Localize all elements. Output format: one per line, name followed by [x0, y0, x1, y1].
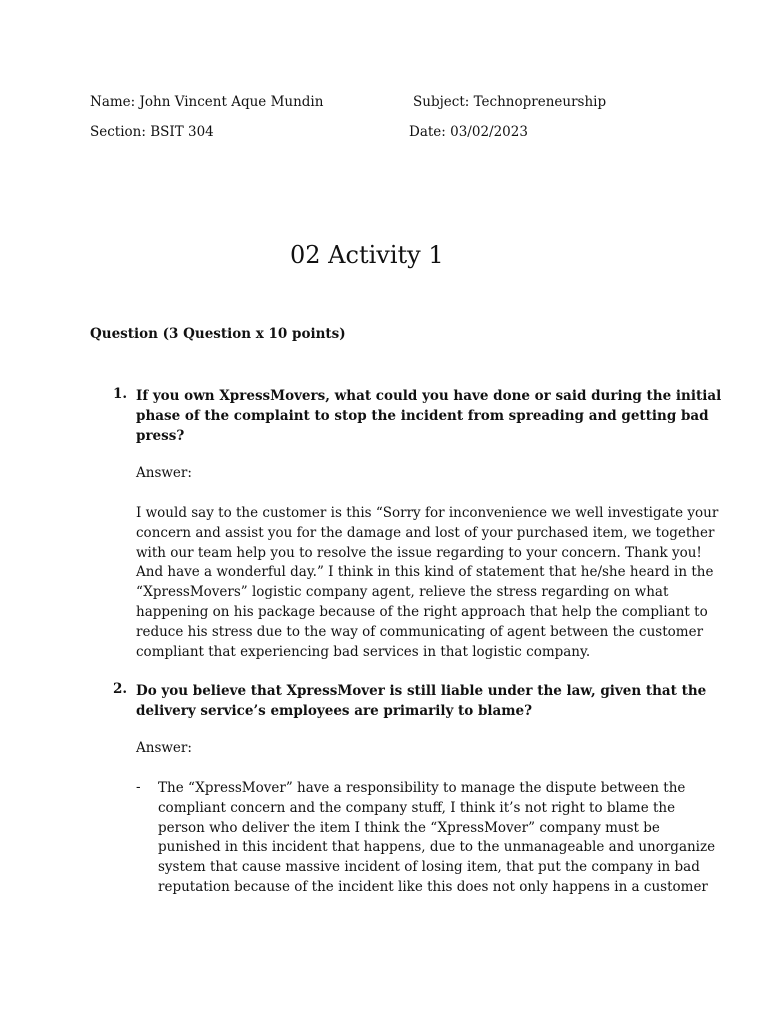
bullet-line: reputation because of the incident like this does not only happens in a customer — [158, 878, 708, 895]
answer-line: I would say to the customer is this “Sorry for inconvenience we well investigate your — [136, 505, 719, 521]
answer-line: concern and assist you for the damage and lost of your purchased item, we together — [136, 524, 715, 541]
answer-label: Answer: — [136, 465, 192, 481]
bullet-line: person who deliver the item I think the “XpressMover” company must be — [158, 819, 660, 836]
answer-line: “XpressMovers” logistic company agent, relieve the stress regarding on what — [136, 584, 669, 601]
document-title: 02 Activity 1 — [290, 241, 444, 269]
answer-bullet-text — [158, 779, 716, 898]
bullet-line: The “XpressMover” have a responsibility to manage the dispute between the — [158, 780, 686, 796]
bullet-line: punished in this incident that happens, due to the unmanageable and unorganize — [158, 839, 716, 856]
answer-line: And have a wonderful day.” I think in this kind of statement that he/she heard in the — [136, 564, 714, 581]
subject-field: Subject: Technopreneurship — [413, 94, 607, 110]
section-heading: Question (3 Question x 10 points) — [90, 326, 346, 342]
question-line: press? — [136, 428, 185, 444]
answer-line: with our team help you to resolve the issue regarding to your concern. Thank you! — [136, 544, 702, 561]
answer-line: compliant that experiencing bad services in that logistic company. — [136, 643, 591, 660]
question-text — [136, 386, 722, 446]
answer-label: Answer: — [136, 740, 192, 756]
bullet-line: compliant concern and the company stuff, I think it’s not right to blame the — [158, 799, 676, 816]
question-text — [136, 681, 707, 721]
student-name: Name: John Vincent Aque Mundin — [90, 94, 324, 110]
date-field: Date: 03/02/2023 — [409, 124, 528, 140]
question-line: phase of the complaint to stop the incident from spreading and getting bad — [136, 408, 709, 424]
bullet-line: system that cause massive incident of losing item, that put the company in bad — [158, 859, 700, 876]
question-number: 1. — [113, 386, 128, 402]
answer-line: reduce his stress due to the way of communicating of agent between the customer — [136, 623, 704, 640]
answer-text — [136, 504, 719, 662]
question-line: If you own XpressMovers, what could you have done or said during the initial — [136, 388, 722, 404]
question-number: 2. — [113, 681, 128, 697]
section-field: Section: BSIT 304 — [90, 124, 214, 140]
question-line: Do you believe that XpressMover is still liable under the law, given that the — [136, 683, 707, 699]
question-line: delivery service’s employees are primarily to blame? — [136, 703, 533, 719]
answer-line: happening on his package because of the right approach that help the compliant to — [136, 603, 708, 620]
bullet-marker: - — [136, 779, 141, 795]
